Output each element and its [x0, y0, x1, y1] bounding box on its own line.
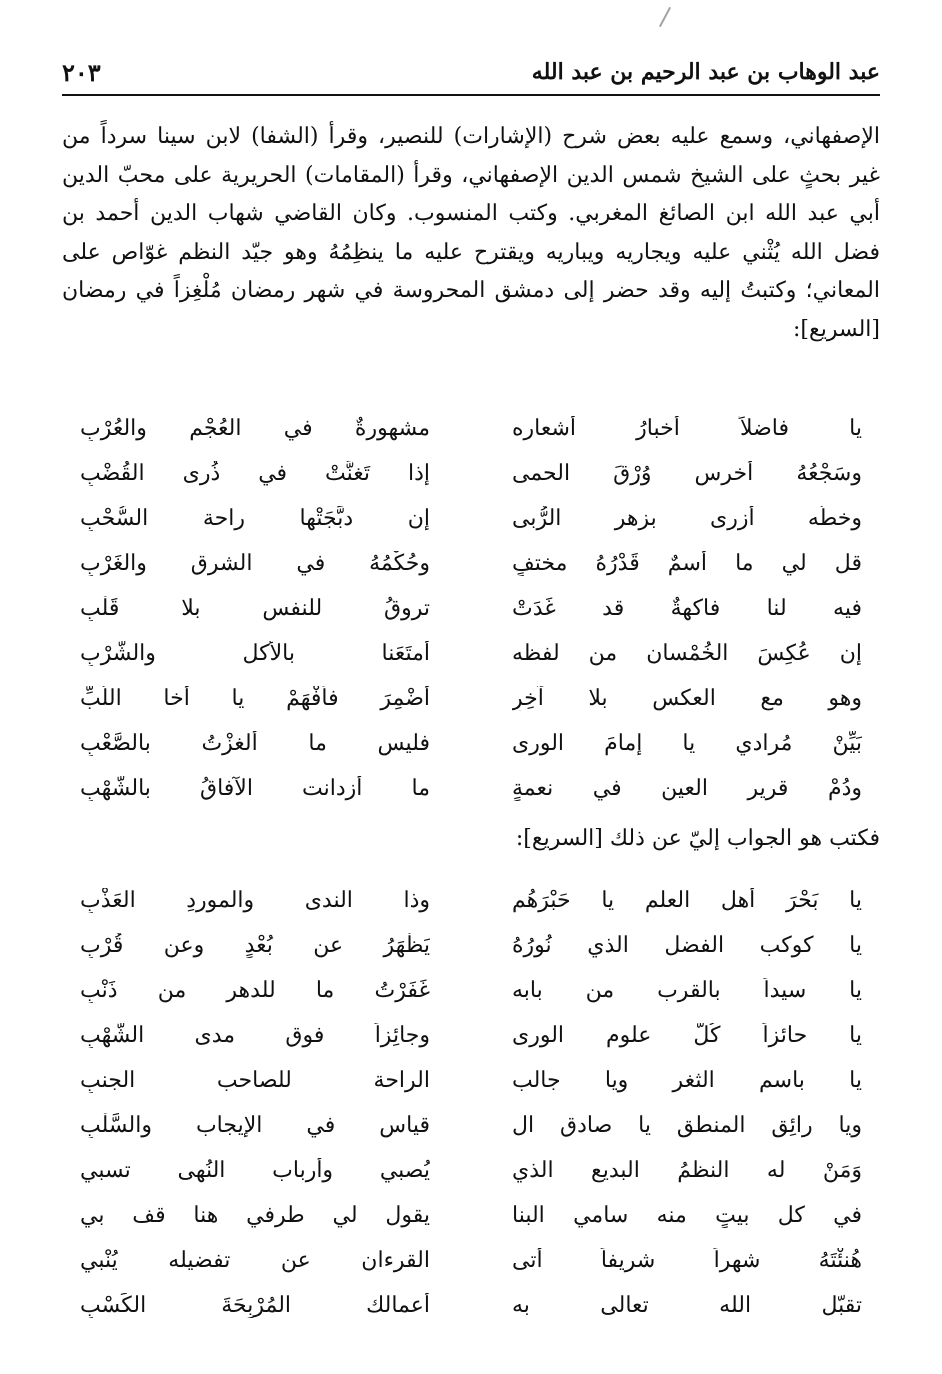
verse-line: [62, 878, 880, 923]
poem-second: [62, 878, 880, 1328]
verse-line: [62, 721, 880, 766]
verse-second-hemistich: فليس ما ألغزْتُ بالصَّعْبِ: [80, 731, 430, 756]
verse-first-hemistich: في كل بيتٍ منه سامي البنا: [512, 1203, 862, 1228]
verse-line: [62, 631, 880, 676]
running-head: عبد الوهاب بن عبد الرحيم بن عبد الله: [531, 59, 880, 85]
verse-first-hemistich: هُنئْتَهُ شهراً شريفاً أتى: [512, 1248, 862, 1273]
verse-first-hemistich: وَمَنْ له النظمُ البديع الذي: [512, 1158, 862, 1183]
verse-first-hemistich: يا حائزاً كُلَّ علوم الورى: [512, 1023, 862, 1048]
verse-second-hemistich: وذا الندى والموردِ العَذْبِ: [80, 888, 430, 913]
verse-first-hemistich: يا فاضلاً أخبارُ أشعاره: [512, 416, 862, 441]
page-header: [62, 52, 880, 92]
verse-second-hemistich: القرءان عن تفضيله يُنْبي: [80, 1248, 430, 1273]
verse-line: [62, 766, 880, 811]
verse-second-hemistich: إذا تَغنَّتْ في ذُرى القُضْبِ: [80, 461, 430, 486]
verse-line: [62, 1238, 880, 1283]
verse-first-hemistich: وهو مع العكس بلا آخِرٍ: [512, 686, 862, 711]
verse-first-hemistich: فيه لنا فاكهةٌ قد غَدَتْ: [512, 596, 862, 621]
prose-block: [62, 118, 880, 349]
verse-line: [62, 1103, 880, 1148]
verse-first-hemistich: وخطُّه أزرى بزهر الرُّبى: [512, 506, 862, 531]
verse-second-hemistich: أُضْمِرَ فأفْهَمْ يا أخا اللُّبِّ: [80, 686, 430, 711]
verse-second-hemistich: إن دبَّجَتْها راحة السُّحْبِ: [80, 506, 430, 531]
verse-second-hemistich: ما أزدانت الآفاقُ بالشُّهْبِ: [80, 776, 430, 801]
verse-first-hemistich: إن عُكِسَ الخُمْسان من لفظه: [512, 641, 862, 666]
prose-paragraph: الإصفهاني، وسمع عليه بعض شرح (الإشارات) للنصير، وقرأ (الشفا) لابن سينا سرداً من غير بحثٍ على الشيخ شمس الدين الإصفهاني، وقرأ (المقامات) الحريرية على محبّ الدين أبي عبد الله ابن الصائغ المغربي. وكتب المنسوب. وكان القاضي شهاب الدين أحمد بن فضل الله يُثْني عليه ويجاريه ويباريه ويقترح عليه ما ينظِمُهُ وهو جيّد النظم غوّاص على المعاني؛ وكتبتُ إليه وقد حضر إلى دمشق المحروسة في شهر رمضان مُلْغِزاً في رمضان [السريع]:: [62, 124, 880, 342]
verse-first-hemistich: وسَجْعُهُ أخرس وُرْقَ الحمى: [512, 461, 862, 486]
verse-line: [62, 676, 880, 721]
verse-line: [62, 968, 880, 1013]
verse-first-hemistich: يا بَحْرَ أهل العلم يا حَبْرَهُم: [512, 888, 862, 913]
verse-line: [62, 1148, 880, 1193]
verse-second-hemistich: غَفَرْتُ ما للدهر من ذَنْبِ: [80, 978, 430, 1003]
verse-first-hemistich: يا كوكب الفضل الذي نُورُهُ: [512, 933, 862, 958]
verse-second-hemistich: وحُكْمُهُ في الشرق والغَرْبِ: [80, 551, 430, 576]
verse-line: [62, 496, 880, 541]
header-rule: [62, 94, 880, 96]
poem-first: [62, 406, 880, 811]
verse-line: [62, 1193, 880, 1238]
verse-second-hemistich: أعمالك المُرْبِحَةَ الكَسْبِ: [80, 1293, 430, 1318]
verse-first-hemistich: بَيِّنْ مُرادي يا إمامَ الورى: [512, 731, 862, 756]
verse-second-hemistich: تروقُ للنفس بلا قَلْبِ: [80, 596, 430, 621]
verse-line: [62, 923, 880, 968]
verse-first-hemistich: ويا رائِق المنطق يا صادق ال: [512, 1113, 862, 1138]
verse-second-hemistich: أمتَعَنا بالأكل والشُّرْبِ: [80, 641, 430, 666]
verse-second-hemistich: يَظْهَرُ عن بُعْدٍ وعن قُرْبِ: [80, 933, 430, 958]
verse-line: [62, 586, 880, 631]
page-number: ٢٠٣: [62, 57, 101, 87]
verse-first-hemistich: يا سيداً بالقرب من بابه: [512, 978, 862, 1003]
verse-first-hemistich: قل لي ما أسمٌ قَدْرُهُ مختفٍ: [512, 551, 862, 576]
verse-line: [62, 1283, 880, 1328]
verse-first-hemistich: يا باسم الثغر ويا جالب: [512, 1068, 862, 1093]
verse-second-hemistich: قياس في الإيجاب والسَّلْبِ: [80, 1113, 430, 1138]
verse-second-hemistich: يُصبي وأرباب النُهى تسبي: [80, 1158, 430, 1183]
verse-line: [62, 541, 880, 586]
verse-line: [62, 451, 880, 496]
verse-line: [62, 406, 880, 451]
verse-first-hemistich: ودُمْ قرير العين في نعمةٍ: [512, 776, 862, 801]
verse-second-hemistich: وجائِزاً فوق مدى الشُّهْبِ: [80, 1023, 430, 1048]
poem-intro: فكتب هو الجواب إليّ عن ذلك [السريع]:: [515, 826, 880, 851]
verse-first-hemistich: تقبّل الله تعالى به: [512, 1293, 862, 1318]
verse-line: [62, 1013, 880, 1058]
scan-mark: [659, 7, 671, 27]
verse-second-hemistich: يقول لي طرفي هنا قف بي: [80, 1203, 430, 1228]
verse-second-hemistich: مشهورةٌ في العُجْمِ والعُرْبِ: [80, 416, 430, 441]
verse-second-hemistich: الراحة للصاحب الجنبِ: [80, 1068, 430, 1093]
verse-line: [62, 1058, 880, 1103]
